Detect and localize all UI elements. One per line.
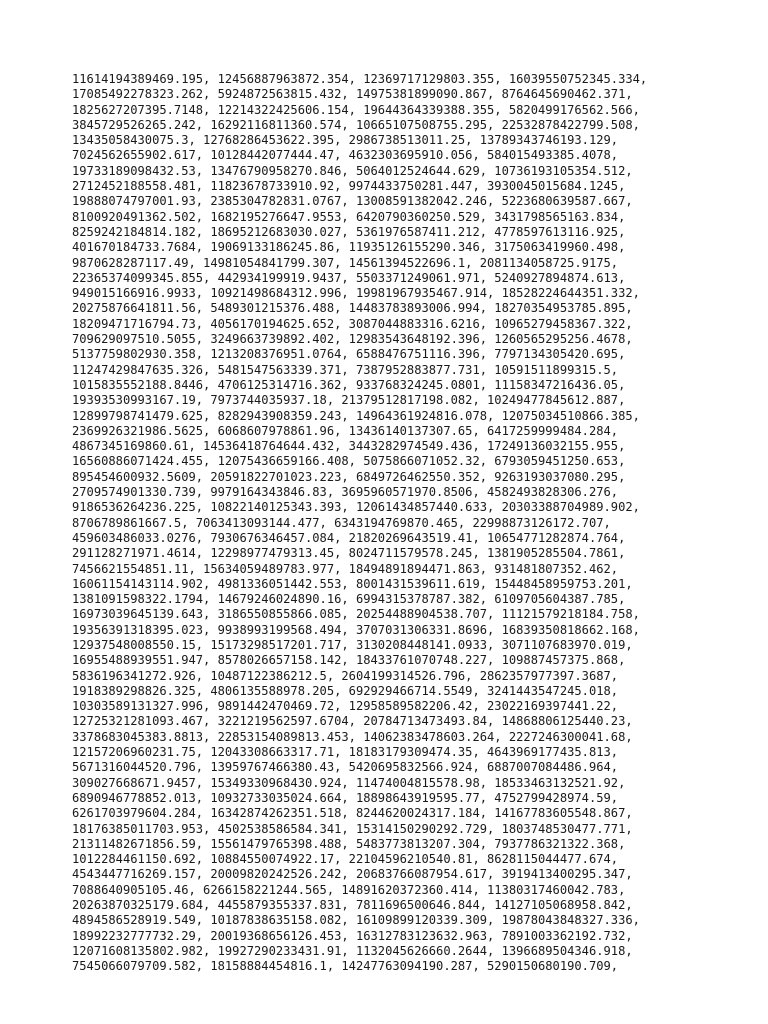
text-line: 20263870325179.684, 4455879355337.831, 7811696500646.844, 14127105068958.842, xyxy=(72,898,633,913)
text-line: 21311482671856.59, 15561479765398.488, 5483773813207.304, 7937786321322.368, xyxy=(72,836,626,851)
text-line: 8706789861667.5, 7063413093144.477, 6343194769870.465, 22998873126172.707, xyxy=(72,515,611,530)
number-text-block xyxy=(72,72,712,975)
text-line: 11247429847635.326, 5481547563339.371, 7387952883877.731, 10591511899315.5, xyxy=(72,362,619,377)
text-line: 7456621554851.11, 15634059489783.977, 18494891894471.863, 931481807352.462, xyxy=(72,561,619,576)
text-line: 22365374099345.855, 442934199919.9437, 5503371249061.971, 5240927894874.613, xyxy=(72,270,626,285)
text-line: 12157206960231.75, 12043308663317.71, 18183179309474.35, 4643969177435.813, xyxy=(72,745,619,760)
text-line: 16973039645139.643, 3186550855866.085, 20254488904538.707, 11121579218184.758, xyxy=(72,607,640,622)
text-line: 4543447716269.157, 20009820242526.242, 20683766087954.617, 3919413400295.347, xyxy=(72,867,633,882)
text-line: 9870628287117.49, 14981054841799.307, 14561394522696.1, 2081134058725.9175, xyxy=(72,255,619,270)
text-line: 19888074797001.93, 2385304782831.0767, 13008591382042.246, 5223680639587.667, xyxy=(72,194,633,209)
text-line: 2709574901330.739, 9979164343846.83, 3695960571970.8506, 4582493828306.276, xyxy=(72,485,619,500)
text-line: 16061154143114.902, 4981336051442.553, 8001431539611.619, 15448458959753.201, xyxy=(72,576,633,591)
text-line: 8259242184814.182, 18695212683030.027, 5361976587411.212, 4778597613116.925, xyxy=(72,224,626,239)
text-line: 6890946778852.013, 10932733035024.664, 18898643919595.77, 4752799428974.59, xyxy=(72,790,619,805)
text-line: 12071608135802.982, 19927290233431.91, 1132045626660.2644, 1396689504346.918, xyxy=(72,943,633,958)
text-line: 309027668671.9457, 15349330968430.924, 11474004815578.98, 18533463132521.92, xyxy=(72,775,626,790)
text-line: 16560886071424.455, 12075436659166.408, 5075866071052.32, 6793059451250.653, xyxy=(72,454,626,469)
text-line: 12937548008550.15, 15173298517201.717, 3130208448141.0933, 3071107683970.019, xyxy=(72,637,633,652)
text-line: 10303589131327.996, 9891442470469.72, 12958589582206.42, 23022169397441.22, xyxy=(72,699,619,714)
text-line: 4867345169860.61, 14536418764644.432, 3443282974549.436, 17249136032155.955, xyxy=(72,439,626,454)
text-line: 6261703979604.284, 16342874262351.518, 8244620024317.184, 14167783605548.867, xyxy=(72,806,633,821)
text-line: 20275876641811.56, 5489301215376.488, 14483783893006.994, 18270354953785.895, xyxy=(72,301,633,316)
text-line: 1918389298826.325, 4806135588978.205, 692929466714.5549, 3241443547245.018, xyxy=(72,683,619,698)
text-line: 2369926321986.5625, 6068607978861.96, 13436140137307.65, 6417259999484.284, xyxy=(72,423,619,438)
text-line: 18209471716794.73, 4056170194625.652, 3087044883316.6216, 10965279458367.322, xyxy=(72,316,633,331)
text-line: 16955488939551.947, 8578026657158.142, 18433761070748.227, 109887457375.868, xyxy=(72,653,626,668)
text-line: 8100920491362.502, 1682195276647.9553, 6420790360250.529, 3431798565163.834, xyxy=(72,209,626,224)
text-line: 949015166916.9933, 10921498684312.996, 19981967935467.914, 18528224644351.332, xyxy=(72,286,640,301)
text-line: 18176385011703.953, 4502538586584.341, 15314150290292.729, 1803748530477.771, xyxy=(72,821,633,836)
text-line: 1012284461150.692, 10884550074922.17, 22104596210540.81, 8628115044477.674, xyxy=(72,852,619,867)
text-line: 895454600932.5609, 20591822701023.223, 6849726462550.352, 9263193037080.295, xyxy=(72,469,626,484)
text-line: 12899798741479.625, 8282943908359.243, 14964361924816.078, 12075034510866.385, xyxy=(72,408,640,423)
text-line: 1015835552188.8446, 4706125314716.362, 933768324245.0801, 11158347216436.05, xyxy=(72,377,626,392)
text-line: 9186536264236.225, 10822140125343.393, 12061434857440.633, 20303388704989.902, xyxy=(72,500,640,515)
text-line: 5836196341272.926, 10487122386212.5, 2604199314526.796, 2862357977397.3687, xyxy=(72,668,619,683)
text-line: 3845729526265.242, 16292116811360.574, 10665107508755.295, 22532878422799.508, xyxy=(72,117,640,132)
text-line: 1825627207395.7148, 12214322425606.154, 19644364339388.355, 5820499176562.566, xyxy=(72,102,640,117)
text-line: 3378683045383.8813, 22853154089813.453, 14062383478603.264, 2227246300041.68, xyxy=(72,729,633,744)
text-line: 18992232777732.29, 20019368656126.453, 16312783123632.963, 7891003362192.732, xyxy=(72,928,633,943)
text-line: 13435058430075.3, 12768286453622.395, 2986738513011.25, 13789343746193.129, xyxy=(72,133,619,148)
text-line: 7088640905105.46, 6266158221244.565, 14891620372360.414, 11380317460042.783, xyxy=(72,882,626,897)
text-line: 17085492278323.262, 5924872563815.432, 14975381899090.867, 8764645690462.371, xyxy=(72,87,633,102)
text-line: 7545066079709.582, 18158884454816.1, 14247763094190.287, 5290150680190.709, xyxy=(72,959,619,974)
text-line: 291128271971.4614, 12298977479313.45, 8024711579578.245, 1381905285504.7861, xyxy=(72,546,626,561)
text-line: 1381091598322.1794, 14679246024890.16, 6994315378787.382, 6109705604387.785, xyxy=(72,592,626,607)
text-line: 12725321281093.467, 3221219562597.6704, 20784713473493.84, 14868806125440.23, xyxy=(72,714,633,729)
text-line: 709629097510.5055, 3249663739892.402, 12983543648192.396, 1260565295256.4678, xyxy=(72,332,633,347)
text-line: 7024562655902.617, 10128442077444.47, 4632303695910.056, 584015493385.4078, xyxy=(72,148,619,163)
text-line: 5671316044520.796, 13959767466380.43, 5420695832566.924, 6887007084486.964, xyxy=(72,760,619,775)
text-line: 4894586528919.549, 10187838635158.082, 16109899120339.309, 19878043848327.336, xyxy=(72,913,640,928)
text-line: 11614194389469.195, 12456887963872.354, 12369717129803.355, 16039550752345.334, xyxy=(72,72,648,86)
text-line: 2712452188558.481, 11823678733910.92, 9974433750281.447, 3930045015684.1245, xyxy=(72,179,626,194)
text-line: 19393530993167.19, 7973744035937.18, 21379512817198.082, 10249477845612.887, xyxy=(72,393,626,408)
text-line: 5137759802930.358, 1213208376951.0764, 6588476751116.396, 7797134305420.695, xyxy=(72,347,626,362)
text-line: 401670184733.7684, 19069133186245.86, 11935126155290.346, 3175063419960.498, xyxy=(72,240,626,255)
text-line: 19733189098432.53, 13476790958270.846, 5064012524644.629, 10736193105354.512, xyxy=(72,163,633,178)
text-line: 459603486033.0276, 7930676346457.084, 21820269643519.41, 10654771282874.764, xyxy=(72,530,626,545)
text-line: 19356391318395.023, 9938993199568.494, 3707031306331.8696, 16839350818662.168, xyxy=(72,622,640,637)
